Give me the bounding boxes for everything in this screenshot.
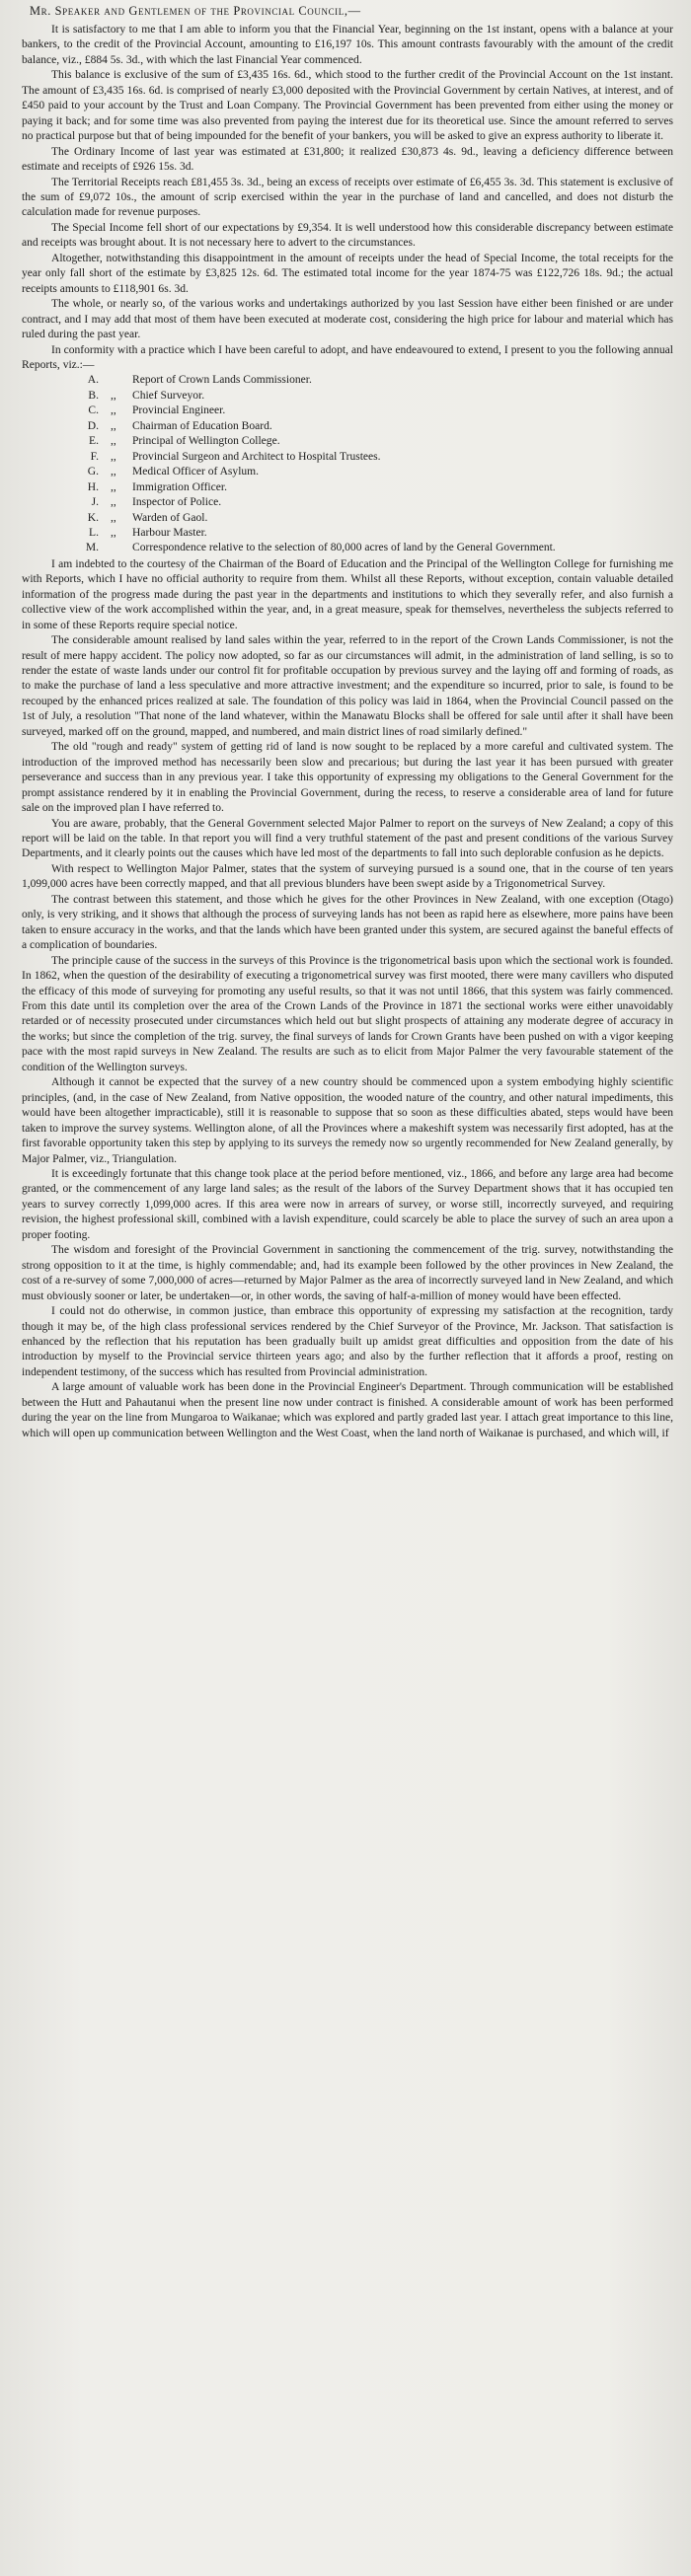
report-title: Harbour Master. — [132, 526, 207, 539]
paragraph: The Territorial Receipts reach £81,455 3s. 3d., being an excess of receipts over estimate of £6,455 3s. 3d. This statement is exclusive of the sum of £9,072 10s., the amount of scrip exercised within the year in the purchase of land and cancelled, and does not disturb the calculation made for revenue purposes. — [22, 176, 673, 219]
ditto-mark: ,, — [111, 435, 116, 448]
report-letter: D. — [87, 419, 99, 432]
report-item — [22, 404, 673, 418]
paragraph: Altogether, notwithstanding this disappointment in the amount of receipts under the head of Special Income, the total receipts for the year only fall short of the estimate by £3,825 12s. 6d. The estimated total income for the year 1874-75 was £122,726 18s. 9d.; the actual receipts amounts to £118,901 6s. 3d. — [22, 252, 673, 295]
report-letter: J. — [91, 496, 99, 509]
report-item — [22, 465, 673, 479]
paragraph: You are aware, probably, that the General Government selected Major Palmer to report on the surveys of New Zealand; a copy of this report will be laid on the table. In that report you will find a very truthful statement of the past and present conditions of the various Survey Departments, and it clearly points out the causes which have led most of the departments to fall into such deplorable confusion as he depicts. — [22, 817, 673, 860]
report-letter: H. — [87, 480, 99, 493]
report-title: Inspector of Police. — [132, 496, 222, 509]
ditto-mark: ,, — [111, 496, 116, 509]
report-letter: K. — [87, 511, 99, 524]
reports-list — [22, 373, 673, 555]
report-title: Principal of Wellington College. — [132, 435, 280, 448]
report-title: Warden of Gaol. — [132, 511, 208, 524]
report-item — [22, 526, 673, 541]
report-letter: L. — [89, 526, 99, 539]
ditto-mark: ,, — [111, 511, 116, 524]
paragraph: The principle cause of the success in the surveys of this Province is the trigonometrical basis upon which the sectional work is founded. In 1862, when the question of the desirability of executing a trigonometrical survey was first mooted, there were many cavillers who disputed the efficacy of this mode of surveying for promoting any useful results, so that it was not until 1866, that this system was fairly commenced. From this date until its completion over the area of the Crown Lands of the Province in 1871 the sectional works were either unavoidably retarded or of necessity prosecuted under circumstances which held out but slight prospects of attaining any moderate degree of accuracy in the works; but since the completion of the trig. survey, the final surveys of lands for Crown Grants have been pushed on with a vigor keeping pace with the most rapid surveys in New Zealand. The results are such as to elicit from Major Palmer the very favourable statement of the condition of the Wellington surveys. — [22, 954, 673, 1073]
report-item — [22, 511, 673, 526]
report-letter: E. — [89, 435, 99, 448]
report-item — [22, 450, 673, 465]
ditto-mark: ,, — [111, 389, 116, 402]
ditto-mark — [111, 541, 132, 555]
paragraph-group-body — [22, 557, 673, 1441]
paragraph: The whole, or nearly so, of the various works and undertakings authorized by you last Session have either been finished or are under contract, and I may add that most of them have been executed at moderate cost, considering the high price for labour and material which has ruled during the past year. — [22, 298, 673, 341]
report-item — [22, 495, 673, 510]
report-title: Medical Officer of Asylum. — [132, 466, 260, 478]
report-title: Provincial Surgeon and Architect to Hospital Trustees. — [132, 450, 381, 463]
paragraph: A large amount of valuable work has been done in the Provincial Engineer's Department. Through communication will be established between the Hutt and Pahautanui when the present line now under contract is finished. A considerable amount of work has been performed during the year on the line from Mungaroa to Waikanae; which was explored and partly graded last year. I attach great importance to this line, which will open up communication between Wellington and the West Coast, when the land north of Waikanae is purchased, and which will, if — [22, 1381, 673, 1439]
ditto-mark: ,, — [111, 405, 116, 417]
report-letter: M. — [85, 542, 99, 554]
report-item — [22, 434, 673, 449]
paragraph: In conformity with a practice which I have been careful to adopt, and have endeavoured to extend, I present to you the following annual Reports, viz.:— — [22, 343, 673, 371]
report-letter: B. — [88, 389, 99, 402]
ditto-mark: ,, — [111, 419, 116, 432]
ditto-mark: ,, — [111, 466, 116, 478]
report-letter: G. — [87, 466, 99, 478]
paragraph-group-opening — [22, 23, 673, 373]
paragraph: This balance is exclusive of the sum of £3,435 16s. 6d., which stood to the further credit of the Provincial Account on the 1st instant. The amount of £3,435 16s. 6d. is comprised of nearly £3,000 deposited with the Provincial Government by certain Natives, at interest, and of £450 paid to your account by the Trust and Loan Company. The Provincial Government has been prevented from either using the money or paying it back; and for some time was also prevented from paying the interest due for its theoretical use. Since the amount referred to serves no practical purpose but that of being impounded for the benefit of your bankers, you will be asked to give an express authority to liberate it. — [22, 69, 673, 143]
report-title: Chief Surveyor. — [132, 389, 205, 402]
report-title: Immigration Officer. — [132, 480, 227, 493]
report-item — [22, 541, 673, 555]
address-heading: Mr. Speaker and Gentlemen of the Provincial Council,— — [30, 4, 361, 18]
report-item — [22, 373, 673, 388]
report-letter: A. — [87, 374, 99, 387]
report-item — [22, 389, 673, 404]
ditto-mark — [111, 373, 132, 388]
ditto-mark: ,, — [111, 450, 116, 463]
report-title: Provincial Engineer. — [132, 405, 226, 417]
report-item — [22, 480, 673, 495]
paragraph: The old "rough and ready" system of getting rid of land is now sought to be replaced by a more careful and cultivated system. The introduction of the improved method has necessarily been slow and precarious; but during the last year it has been pursued with greater perseverance and success than in any previous year. I take this opportunity of expressing my obligations to the General Government for the prompt assistance rendered by it in enabling the Provincial Government, during the recess, to reserve a considerable area of land for future sale on the improved plan I have referred to. — [22, 741, 673, 815]
ditto-mark: ,, — [111, 526, 116, 539]
paragraph: It is exceedingly fortunate that this change took place at the period before mentioned, viz., 1866, and before any large area had become granted, or the commencement of any large land sales; as the result of the labors of the Survey Department shows that it has occupied ten years to survey correctly 1,099,000 acres. If this area were now in arrears of survey, or worse still, incorrectly surveyed, and requiring revision, the highest professional skill, combined with a lavish expenditure, could scarcely be able to place the survey of such an area upon a proper footing. — [22, 1167, 673, 1241]
paragraph: The wisdom and foresight of the Provincial Government in sanctioning the commencement of the trig. survey, notwithstanding the strong opposition to it at the time, is highly commendable; and, had its example been followed by the other provinces in New Zealand, the cost of a re-survey of some 7,000,000 of acres—returned by Major Palmer as the area of incorrectly surveyed land in New Zealand, and which must obviously sooner or later, be undertaken—or, in other words, the saving of half-a-million of money would have been effected. — [22, 1244, 673, 1302]
report-title: Chairman of Education Board. — [132, 419, 272, 432]
paragraph: The contrast between this statement, and those which he gives for the other Provinces in New Zealand, with one exception (Otago) only, is very striking, and it shows that although the process of surveying lands has not been as rapid here as elsewhere, more pains have been taken to ensure accuracy in the works, and that the lands which have been granted under this system, are secured against the baneful effects of a complication of boundaries. — [22, 893, 673, 952]
report-title: Report of Crown Lands Commissioner. — [132, 374, 312, 387]
paragraph: I am indebted to the courtesy of the Chairman of the Board of Education and the Principal of the Wellington College for furnishing me with Reports, which I have no official authority to require from them. Whilst all these Reports, without exception, contain valuable detailed information of the progress made during the past year in the departments and institutions to which they severally refer, and also furnish a collective view of the work accomplished within the year, and, in a great measure, speak for themselves, nevertheless the subjects referred to in some of these Reports require special notice. — [22, 557, 673, 631]
paragraph: The Ordinary Income of last year was estimated at £31,800; it realized £30,873 4s. 9d., leaving a deficiency difference between estimate and receipts of £926 15s. 3d. — [22, 145, 673, 174]
paragraph: I could not do otherwise, in common justice, than embrace this opportunity of expressing my satisfaction at the recognition, tardy though it may be, of the high class professional services rendered by the Chief Surveyor of the Province, Mr. Jackson. That satisfaction is enhanced by the reflection that his reputation has been gradually built up amidst great difficulties and opposition from the date of his introduction by myself to the Provincial service thirteen years ago; and also by the further reflection that it affords a proof, resting on independent testimony, of the success which has resulted from Provincial administration. — [22, 1305, 673, 1378]
paragraph: With respect to Wellington Major Palmer, states that the system of surveying pursued is a sound one, that in the course of ten years 1,099,000 acres have been correctly mapped, and that all previous blunders have been swept aside by a Trigonometrical Survey. — [22, 862, 673, 891]
report-title: Correspondence relative to the selection of 80,000 acres of land by the General Government. — [132, 542, 556, 554]
paragraph: The Special Income fell short of our expectations by £9,354. It is well understood how this considerable discrepancy between estimate and receipts was brought about. It is not necessary here to advert to the circumstances. — [22, 221, 673, 250]
paragraph: Although it cannot be expected that the survey of a new country should be commenced upon a system embodying highly scientific principles, (and, in the case of New Zealand, from Native opposition, the wooded nature of the country, and other natural impediments, this would have been altogether impracticable), still it is reasonable to suppose that so soon as these difficulties abated, steps would have been taken to improve the survey systems. Wellington alone, of all the Provinces where a makeshift system was necessarily first adopted, has at the first favorable opportunity taken this step by applying to its surveys the remedy now so urgently recommended for New Zealand generally, by Major Palmer, viz., Triangulation. — [22, 1076, 673, 1165]
paragraph: The considerable amount realised by land sales within the year, referred to in the report of the Crown Lands Commissioner, is not the result of mere happy accident. The policy now adopted, so far as our circumstances will admit, in the administration of land selling, is so to render the estate of waste lands under our control fit for profitable occupation by previous survey and the laying off and forming of roads, as to make the purchase of land a less speculative and more attractive investment; and the expenditure so incurred, prior to sale, is found to be recouped by the enhanced prices realized at sale. The foundation of this policy was laid in 1864, when the Provincial Council passed on the 1st of July, a resolution "That none of the land whatever, within the Manawatu Blocks shall be offered for sale until after it shall have been surveyed, marked off on the ground, mapped, and numbered, and main district lines of road similarly defined." — [22, 634, 673, 738]
report-letter: C. — [88, 405, 99, 417]
report-letter: F. — [90, 450, 99, 463]
report-item — [22, 419, 673, 434]
ditto-mark: ,, — [111, 480, 116, 493]
paragraph: It is satisfactory to me that I am able to inform you that the Financial Year, beginning on the 1st instant, opens with a balance at your bankers, to the credit of the Provincial Account, amounting to £16,197 10s. This amount contrasts favourably with the amount of the credit balance, viz., £884 5s. 3d., with which the last Financial Year commenced. — [22, 24, 673, 66]
